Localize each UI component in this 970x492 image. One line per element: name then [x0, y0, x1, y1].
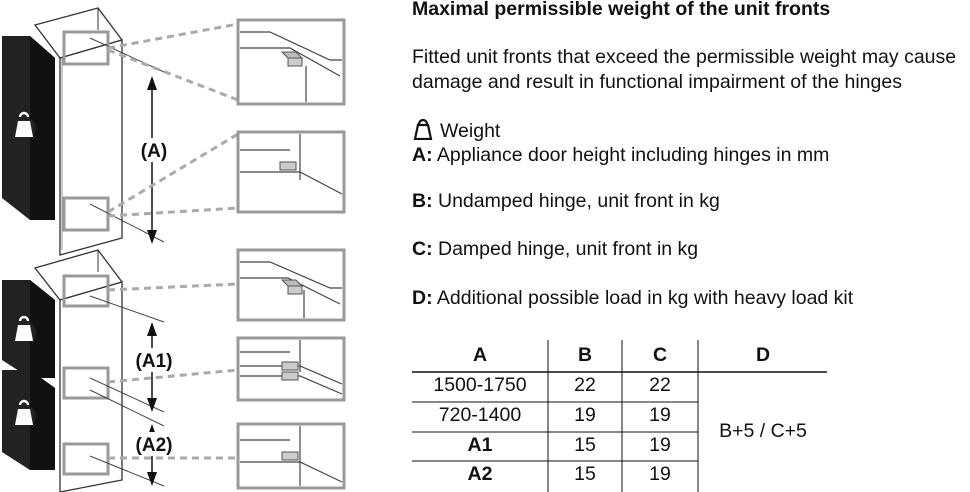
legend-a [412, 144, 829, 167]
hinge-detail-2 [238, 132, 344, 212]
dimension-a-label: (A) [140, 141, 168, 162]
legend-b [412, 190, 720, 213]
table-cell: 19 [649, 434, 671, 456]
dimension-a2-label: (A2) [135, 435, 173, 456]
upper-appliance [2, 8, 176, 255]
legend-b-text: Undamped hinge, unit front in kg [432, 190, 720, 212]
hinge-detail-4 [238, 338, 344, 400]
table-cell: 19 [574, 404, 596, 426]
legend-c-key: C: [412, 238, 433, 260]
page-title: Maximal permissible weight of the unit fronts [412, 0, 831, 20]
table-cell: 15 [574, 434, 596, 456]
legend-d [412, 287, 853, 310]
legend-d-text: Additional possible load in kg with heavy load kit [432, 287, 854, 309]
table-header-a: A [472, 344, 488, 366]
legend-a-text: Appliance door height including hinges in mm [432, 144, 830, 166]
hinge-detail-1 [238, 20, 344, 104]
table-cell: A1 [467, 434, 493, 456]
table-header-c: C [652, 344, 668, 366]
table-cell: 1500-1750 [433, 374, 527, 396]
table-cell-d-value: B+5 / C+5 [719, 420, 807, 442]
intro-paragraph: Fitted unit fronts that exceed the permissible weight may cause damage and result in functional impairment of the hinges [412, 46, 957, 93]
upper-cabinet-side [60, 40, 122, 255]
legend-c [412, 238, 698, 261]
weight-table [412, 340, 832, 492]
table-cell: 19 [649, 404, 671, 426]
table-header-d: D [755, 344, 771, 366]
legend-a-key: A: [412, 144, 433, 166]
table-cell: 22 [649, 374, 671, 396]
table-cell: A2 [467, 463, 493, 485]
lower-cabinet-side [60, 282, 122, 492]
weight-icon [412, 118, 434, 140]
table-cell: 720-1400 [438, 404, 522, 426]
table-cell: 22 [574, 374, 596, 396]
dimension-a1-label: (A1) [135, 351, 173, 372]
legend-weight-text: Weight [440, 120, 501, 142]
legend-d-key: D: [412, 287, 433, 309]
installation-diagram [0, 0, 410, 492]
legend-c-text: Damped hinge, unit front in kg [432, 238, 699, 260]
table-cell: 15 [574, 463, 596, 485]
legend-weight [412, 118, 500, 143]
hinge-detail-3 [238, 250, 344, 320]
legend-b-key: B: [412, 190, 433, 212]
hinge-detail-5 [238, 424, 344, 488]
table-cell: 19 [649, 463, 671, 485]
table-header-b: B [577, 344, 593, 366]
